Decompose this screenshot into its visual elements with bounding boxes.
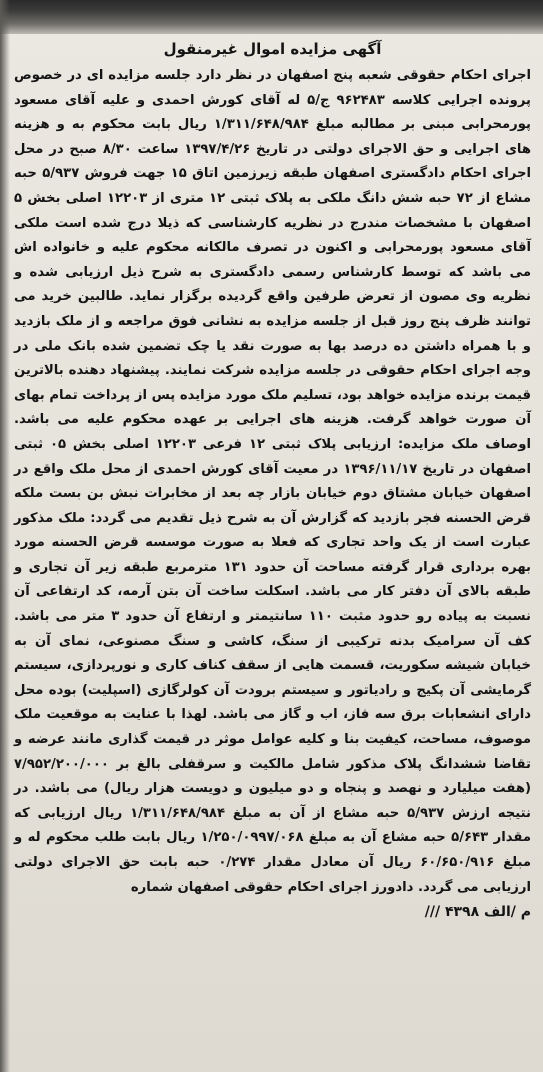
notice-reference-number: م /الف ۴۳۹۸ /// (424, 904, 531, 921)
notice-paragraph: اجرای احکام حقوقی شعبه پنج اصفهان در نظر دارد جلسه مزایده ای در خصوص پرونده اجرایی کلاسه ۹۶۲۴۸۳ ج/۵ له آقای کورش احمدی و علیه آقای مسعود پورمحرابی مبنی بر مطالبه مبلغ ۱/۳۱۱/۶۴۸/۹۸۴ ریال بابت محکوم به و هزینه های اجرایی و حق الاجرای دولتی در تاریخ ۱۳۹۷/۴/۲۶ ساعت ۸/۳۰ صبح در محل اجرای احکام دادگستری اصفهان طبقه زیرزمین اتاق ۱۵ جهت فروش ۵/۹۳۷ حبه مشاع از ۷۲ حبه شش دانگ ملکی به پلاک ثبتی ۱۲ متری از ۱۲۲۰۳ اصلی بخش ۵ اصفهان با مشخصات مندرج در نظریه کارشناسی که ذیلا درج شده است ملکی آقای مسعود پورمحرابی و اکنون در تصرف مالکانه محکوم علیه و خانواده اش می باشد که توسط کارشناس رسمی دادگستری به شرح ذیل ارزیابی شده و نظریه وی مصون از تعرض طرفین واقع گردیده برگزار نماید. طالبین خرید می توانند ظرف پنج روز قبل از جلسه مزایده به نشانی فوق مراجعه و از ملک بازدید و با همراه داشتن ده درصد بها به صورت نقد یا چک تضمین شده بانک ملی در وجه اجرای احکام حقوقی در جلسه مزایده شرکت نمایند. پیشنهاد دهنده بالاترین قیمت برنده مزایده خواهد بود، تسلیم ملک مورد مزایده پس از پرداخت تمام بهای آن صورت خواهد گرفت. هزینه های اجرایی بر عهده محکوم علیه می باشد. اوصاف ملک مزایده: ارزیابی پلاک ثبتی ۱۲ فرعی ۱۲۲۰۳ اصلی بخش ۰۵ ثبتی اصفهان در تاریخ ۱۳۹۶/۱۱/۱۷ در معیت آقای کورش احمدی از محل ملک واقع در اصفهان خیابان مشتاق دوم خیابان بازار چه بعد از مخابرات نبش بن بست ملکه قرض الحسنه فجر بازدید که گزارش آن به شرح ذیل تقدیم می گردد: ملک مذکور عبارت است از یک واحد تجاری که فعلا به صورت موسسه قرض الحسنه مورد بهره برداری قرار گرفته مساحت آن حدود ۱۳۱ مترمربع طبقه زیر آن تجاری و طبقه بالای آن دفتر کار می باشد. اسکلت ساخت آن بتن آرمه، کد ارتفاعی آن نسبت به پیاده رو حدود مثبت ۱۱۰ سانتیمتر و ارتفاع آن حدود ۳ متر می باشد. کف آن سرامیک بدنه ترکیبی از سنگ، کاشی و سنگ مصنوعی، نمای آن به خیابان شیشه سکوریت، قسمت هایی از سقف کناف کاری و نورپردازی، سیستم گرمایشی آن پکیج و رادیاتور و سیستم برودت آن کولرگازی (اسپلیت) بوده محل دارای انشعابات برق سه فاز، اب و گاز می باشد. لهذا با عنایت به موقعیت ملک موصوف، مساحت، کیفیت بنا و کلیه عوامل موثر در قیمت گذاری مانند عرضه و تقاضا ششدانگ پلاک مذکور شامل مالکیت و سرقفلی بالغ بر ۷/۹۵۲/۲۰۰/۰۰۰ (هفت میلیارد و نهصد و پنجاه و دو میلیون و دویست هزار ریال) می باشد. در نتیجه ارزش ۵/۹۳۷ حبه مشاع از آن به مبلغ ۱/۳۱۱/۶۴۸/۹۸۴ ریال ارزیابی که مقدار ۵/۶۴۳ حبه مشاع آن به مبلغ ۱/۲۵۰/۰۹۹۷/۰۶۸ ریال بابت طلب محکوم له و مبلغ ۶۰/۶۵۰/۹۱۶ ریال آن معادل مقدار ۰/۲۷۴ حبه بابت حق الاجرای دولتی ارزیابی می گردد. دادورز اجرای احکام حقوقی اصفهان شماره (14, 68, 532, 895)
notice-title: آگهی مزایده اموال غیرمنقول (163, 40, 382, 58)
notice-body (14, 64, 531, 900)
